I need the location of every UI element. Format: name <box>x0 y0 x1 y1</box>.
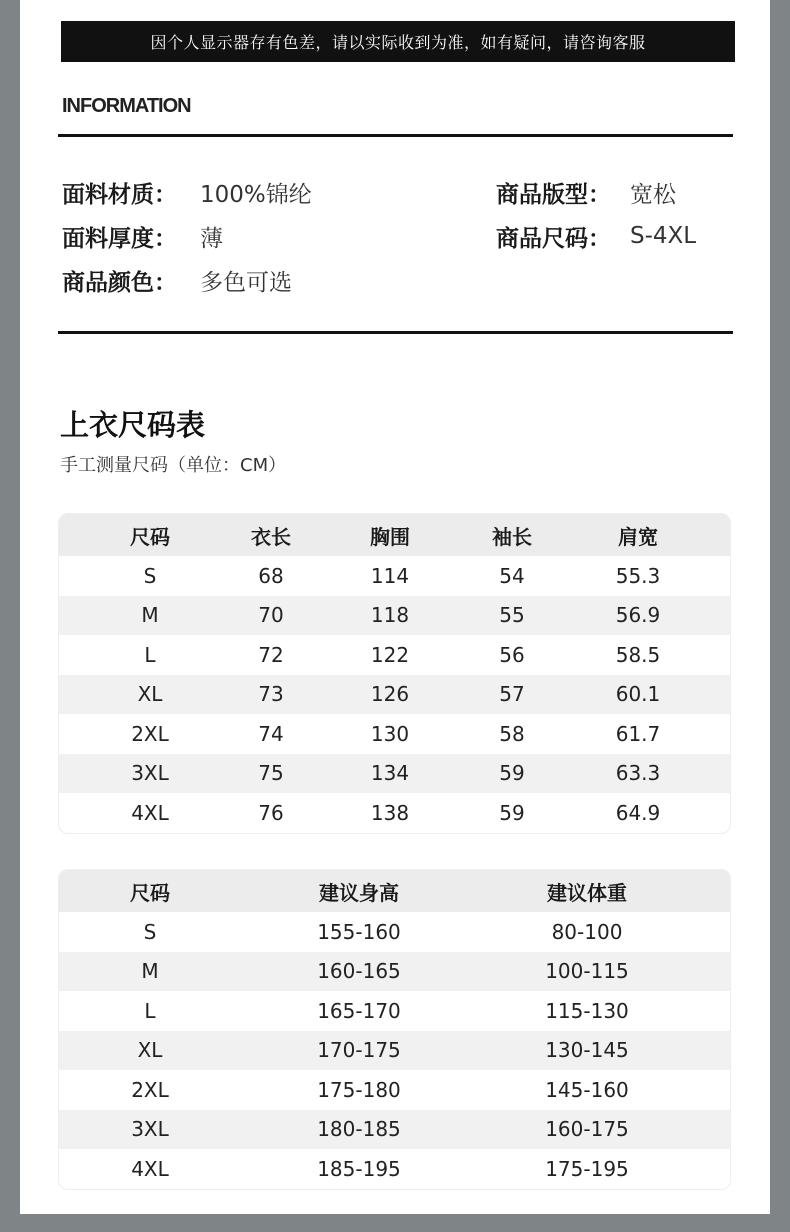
size-chart-cell: 74 <box>258 721 284 746</box>
recommend-chart-cell: 180-185 <box>317 1117 401 1142</box>
size-chart-title: 上衣尺码表 <box>60 408 206 442</box>
size-chart-cell: 3XL <box>131 761 169 786</box>
size-chart-cell: 130 <box>370 721 410 746</box>
recommend-chart-row <box>59 952 730 992</box>
spec-material-label: 面料材质： <box>62 181 177 208</box>
size-chart-cell: 60.1 <box>615 682 661 707</box>
recommend-chart-cell: L <box>144 998 156 1023</box>
size-chart-cell: 122 <box>370 642 410 667</box>
size-chart-cell: 118 <box>370 603 410 628</box>
recommend-chart-cell: 155-160 <box>317 919 401 944</box>
recommend-chart-cell: 130-145 <box>545 1038 629 1063</box>
size-chart-cell: XL <box>137 682 163 707</box>
spec-thickness-value: 薄 <box>200 225 223 252</box>
recommend-chart-header-row <box>59 870 730 912</box>
size-chart-cell: 59 <box>499 761 525 786</box>
recommend-chart-row <box>59 1070 730 1110</box>
product-detail-sheet <box>20 0 770 1214</box>
recommend-chart-cell: 80-100 <box>551 919 623 944</box>
size-chart-cell: 63.3 <box>615 761 661 786</box>
recommend-chart-cell: 145-160 <box>545 1077 629 1102</box>
size-chart-header-cell: 袖长 <box>492 524 532 549</box>
size-chart-cell: 72 <box>258 642 284 667</box>
spec-fit <box>496 177 676 208</box>
size-chart-header-cell: 胸围 <box>370 524 410 549</box>
recommend-chart-cell: 4XL <box>131 1156 169 1181</box>
size-chart-row <box>59 754 730 794</box>
size-chart-cell: 61.7 <box>615 721 661 746</box>
size-chart-cell: L <box>144 642 156 667</box>
spec-fit-value: 宽松 <box>630 181 676 208</box>
recommend-chart-cell: S <box>143 919 157 944</box>
size-chart-row <box>59 675 730 715</box>
size-chart-cell: 4XL <box>131 800 169 825</box>
recommend-chart-cell: 100-115 <box>545 959 629 984</box>
size-chart-cell: 114 <box>370 563 410 588</box>
recommend-chart-row <box>59 912 730 952</box>
spec-size-value: S-4XL <box>630 223 697 249</box>
recommend-chart-cell: 175-195 <box>545 1156 629 1181</box>
size-chart-cell: 57 <box>499 682 525 707</box>
size-chart-row <box>59 793 730 833</box>
size-chart-header-cell: 肩宽 <box>618 524 658 549</box>
recommend-chart-table <box>58 869 731 1190</box>
recommend-chart-row <box>59 1149 730 1189</box>
size-chart-cell: 58.5 <box>615 642 661 667</box>
size-chart-row <box>59 714 730 754</box>
recommend-chart-cell: 2XL <box>131 1077 169 1102</box>
size-chart-row <box>59 596 730 636</box>
spec-material <box>62 177 312 208</box>
recommend-chart-header-cell: 尺码 <box>130 880 170 905</box>
size-chart-cell: 58 <box>499 721 525 746</box>
recommend-chart-cell: XL <box>137 1038 163 1063</box>
recommend-chart-cell: 185-195 <box>317 1156 401 1181</box>
divider-bottom <box>58 331 733 334</box>
spec-size-label: 商品尺码： <box>496 225 611 252</box>
size-chart-cell: 138 <box>370 800 410 825</box>
size-chart-cell: S <box>143 563 157 588</box>
size-chart-row <box>59 635 730 675</box>
recommend-chart-cell: 3XL <box>131 1117 169 1142</box>
size-chart-cell: 54 <box>499 563 525 588</box>
size-chart-cell: 56.9 <box>615 603 661 628</box>
recommend-chart-cell: 165-170 <box>317 998 401 1023</box>
recommend-chart-header-cell: 建议体重 <box>547 880 627 905</box>
spec-material-value: 100%锦纶 <box>200 181 312 208</box>
size-chart-cell: M <box>141 603 159 628</box>
recommend-chart-cell: M <box>141 959 159 984</box>
size-chart-cell: 56 <box>499 642 525 667</box>
recommend-chart-row <box>59 1031 730 1071</box>
recommend-chart-header-cell: 建议身高 <box>319 880 399 905</box>
spec-color-value: 多色可选 <box>200 269 292 296</box>
size-chart-row <box>59 556 730 596</box>
size-chart-subtitle: 手工测量尺码（单位：CM） <box>60 455 287 476</box>
size-chart-cell: 68 <box>258 563 284 588</box>
color-difference-notice: 因个人显示器存有色差，请以实际收到为准，如有疑问，请咨询客服 <box>61 21 735 62</box>
recommend-chart-cell: 175-180 <box>317 1077 401 1102</box>
size-chart-cell: 75 <box>258 761 284 786</box>
recommend-chart-cell: 115-130 <box>545 998 629 1023</box>
spec-size <box>496 221 697 252</box>
size-chart-header-cell: 尺码 <box>130 524 170 549</box>
spec-color-label: 商品颜色： <box>62 269 177 296</box>
size-chart-cell: 126 <box>370 682 410 707</box>
size-chart-cell: 70 <box>258 603 284 628</box>
size-chart-cell: 59 <box>499 800 525 825</box>
recommend-chart-cell: 160-175 <box>545 1117 629 1142</box>
recommend-chart-row <box>59 991 730 1031</box>
size-chart-cell: 76 <box>258 800 284 825</box>
size-chart-cell: 64.9 <box>615 800 661 825</box>
divider-top <box>58 134 733 137</box>
information-heading: INFORMATION <box>62 95 191 117</box>
size-chart-cell: 134 <box>370 761 410 786</box>
size-chart-cell: 55 <box>499 603 525 628</box>
size-chart-table <box>58 513 731 834</box>
recommend-chart-cell: 170-175 <box>317 1038 401 1063</box>
size-chart-cell: 73 <box>258 682 284 707</box>
size-chart-header-row <box>59 514 730 556</box>
spec-color <box>62 265 292 296</box>
size-chart-cell: 55.3 <box>615 563 661 588</box>
recommend-chart-cell: 160-165 <box>317 959 401 984</box>
spec-fit-label: 商品版型： <box>496 181 611 208</box>
recommend-chart-row <box>59 1110 730 1150</box>
spec-thickness <box>62 221 223 252</box>
size-chart-cell: 2XL <box>131 721 169 746</box>
spec-thickness-label: 面料厚度： <box>62 225 177 252</box>
size-chart-header-cell: 衣长 <box>251 524 291 549</box>
